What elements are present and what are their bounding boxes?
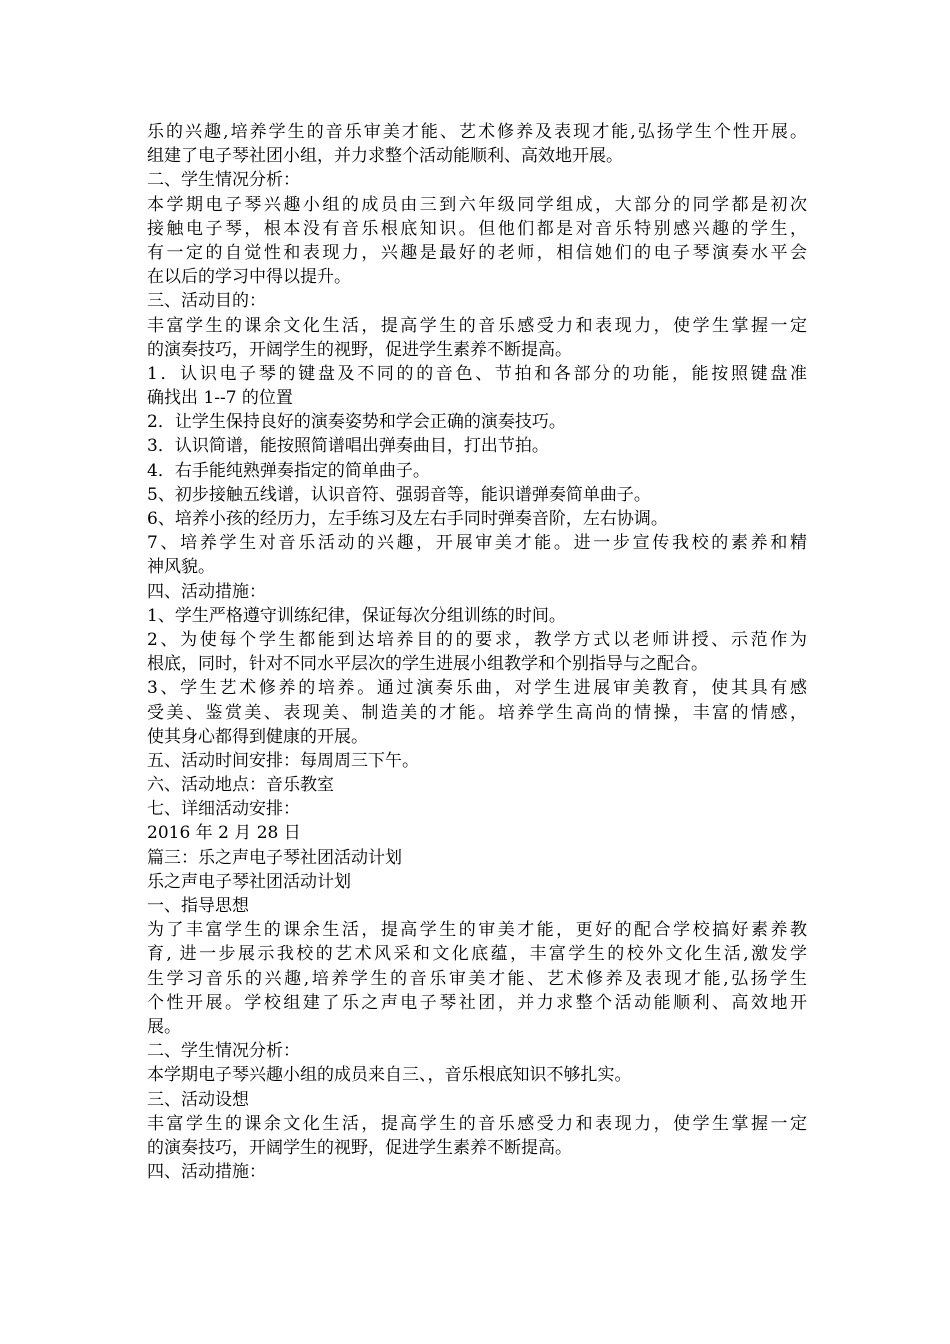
text-line: 乐的兴趣,培养学生的音乐审美才能、艺术修养及表现才能,弘扬学生个性开展。 (147, 122, 807, 142)
text-line: 一、指导思想 (147, 896, 249, 916)
text-line: 为了丰富学生的课余生活，提高学生的审美才能，更好的配合学校搞好素养教 (147, 920, 807, 941)
text-line: 2016 年 2 月 28 日 (147, 823, 301, 844)
text-line: 展。 (147, 1016, 181, 1037)
text-line: 1、学生严格遵守训练纪律，保证每次分组训练的时间。 (147, 605, 566, 626)
text-line: 2、为使每个学生都能到达培养目的的要求，教学方式以老师讲授、示范作为 (147, 629, 807, 650)
text-line: 本学期电子琴兴趣小组的成员来自三、，音乐根底知识不够扎实。 (147, 1065, 632, 1086)
text-line: 使其身心都得到健康的开展。 (147, 726, 368, 747)
text-line: 2．让学生保持良好的演奏姿势和学会正确的演奏技巧。 (147, 412, 566, 433)
text-line: 5、初步接触五线谱，认识音符、强弱音等，能识谱弹奏简单曲子。 (147, 484, 651, 505)
text-line: 二、学生情况分析： (147, 1041, 300, 1062)
text-line: 生学习音乐的兴趣,培养学生的音乐审美才能、艺术修养及表现才能,弘扬学生 (147, 968, 807, 989)
text-line: 接触电子琴，根本没有音乐根底知识。但他们都是对音乐特别感兴趣的学生， (147, 218, 807, 239)
text-line: 三、活动目的： (147, 291, 266, 312)
text-line: 五、活动时间安排：每周周三下午。 (147, 750, 419, 771)
text-line: 4．右手能纯熟弹奏指定的简单曲子。 (147, 460, 430, 481)
text-line: 七、详细活动安排： (147, 799, 300, 820)
text-line: 本学期电子琴兴趣小组的成员由三到六年级同学组成，大部分的同学都是初次 (147, 194, 807, 215)
text-line: 育, 进一步展示我校的艺术风采和文化底蕴，丰富学生的校外文化生活,激发学 (147, 944, 807, 965)
text-line: 四、活动措施： (147, 1162, 266, 1183)
text-line: 6、培养小孩的经历力，左手练习及左右手同时弹奏音阶，左右协调。 (147, 509, 668, 529)
text-line: 根底，同时，针对不同水平层次的学生进展小组教学和个别指导与之配合。 (147, 654, 708, 675)
text-line: 3．认识简谱，能按照简谱唱出弹奏曲目，打出节拍。 (147, 436, 549, 457)
text-line: 篇三：乐之声电子琴社团活动计划 (147, 847, 402, 868)
text-line: 神风貌。 (147, 557, 215, 578)
text-line: 三、活动设想 (147, 1089, 249, 1110)
text-line: 的演奏技巧，开阔学生的视野，促进学生素养不断提高。 (147, 1137, 572, 1158)
text-line: 有一定的自觉性和表现力，兴趣是最好的老师，相信她们的电子琴演奏水平会 (147, 242, 807, 263)
text-line: 受美、鉴赏美、表现美、制造美的才能。培养学生高尚的情操，丰富的情感， (147, 702, 807, 723)
text-line: 的演奏技巧，开阔学生的视野，促进学生素养不断提高。 (147, 339, 572, 360)
text-line: 确找出 1--7 的位置 (147, 388, 293, 409)
text-line: 在以后的学习中得以提升。 (147, 267, 351, 288)
text-line: 二、学生情况分析： (147, 170, 300, 191)
text-line: 个性开展。学校组建了乐之声电子琴社团，并力求整个活动能顺利、高效地开 (147, 992, 807, 1013)
text-line: 组建了电子琴社团小组，并力求整个活动能顺利、高效地开展。 (147, 146, 623, 167)
text-line: 7、培养学生对音乐活动的兴趣，开展审美才能。进一步宣传我校的素养和精 (147, 533, 807, 554)
text-line: 丰富学生的课余文化生活，提高学生的音乐感受力和表现力，使学生掌握一定 (147, 1113, 807, 1134)
document-body (147, 120, 807, 1184)
text-line: 乐之声电子琴社团活动计划 (147, 871, 351, 892)
text-line: 1．认识电子琴的键盘及不同的的音色、节拍和各部分的功能，能按照键盘准 (147, 363, 807, 384)
text-line: 六、活动地点：音乐教室 (147, 775, 334, 796)
text-line: 四、活动措施： (147, 581, 266, 602)
text-line: 丰富学生的课余文化生活，提高学生的音乐感受力和表现力，使学生掌握一定 (147, 315, 807, 336)
text-line: 3、学生艺术修养的培养。通过演奏乐曲，对学生进展审美教育，使其具有感 (147, 678, 807, 699)
